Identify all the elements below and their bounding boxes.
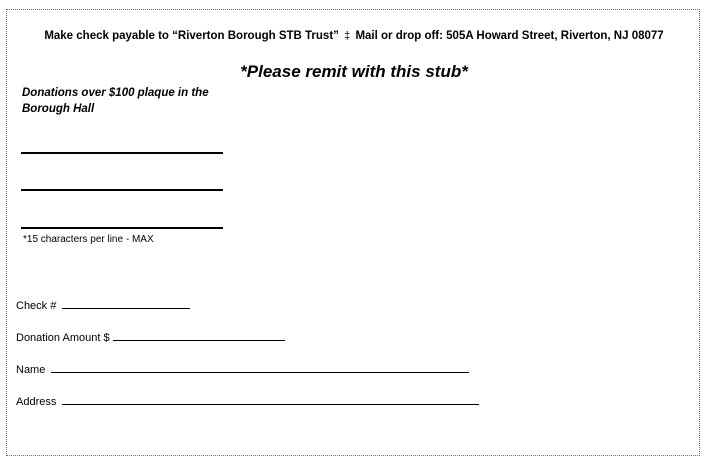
check-number-label: Check #: [16, 300, 57, 312]
plaque-line-1[interactable]: [21, 152, 223, 154]
address-field: [16, 395, 479, 408]
donation-amount-label: Donation Amount $: [16, 332, 110, 344]
name-blank[interactable]: [51, 363, 469, 373]
plaque-line-3[interactable]: [21, 227, 223, 229]
donation-amount-field: [16, 331, 285, 344]
mail-address-text: Mail or drop off: 505A Howard Street, Riverton, NJ 08077: [355, 30, 664, 42]
address-label: Address: [16, 396, 57, 408]
check-number-blank[interactable]: [62, 299, 190, 309]
separator-icon: ‡: [344, 30, 351, 42]
remit-notice: *Please remit with this stub*: [240, 62, 468, 81]
donation-stub: [6, 9, 700, 456]
donation-amount-blank[interactable]: [113, 331, 285, 341]
name-label: Name: [16, 364, 46, 376]
max-characters-note: *15 characters per line - MAX: [23, 234, 154, 245]
plaque-line-2[interactable]: [21, 189, 223, 191]
payment-instructions: [7, 30, 701, 42]
payable-text: Make check payable to “Riverton Borough STB Trust”: [44, 30, 339, 42]
name-field: [16, 363, 469, 376]
check-number-field: [16, 299, 190, 312]
address-blank[interactable]: [62, 395, 479, 405]
plaque-note: Donations over $100 plaque in the Borough Hall: [22, 87, 209, 115]
